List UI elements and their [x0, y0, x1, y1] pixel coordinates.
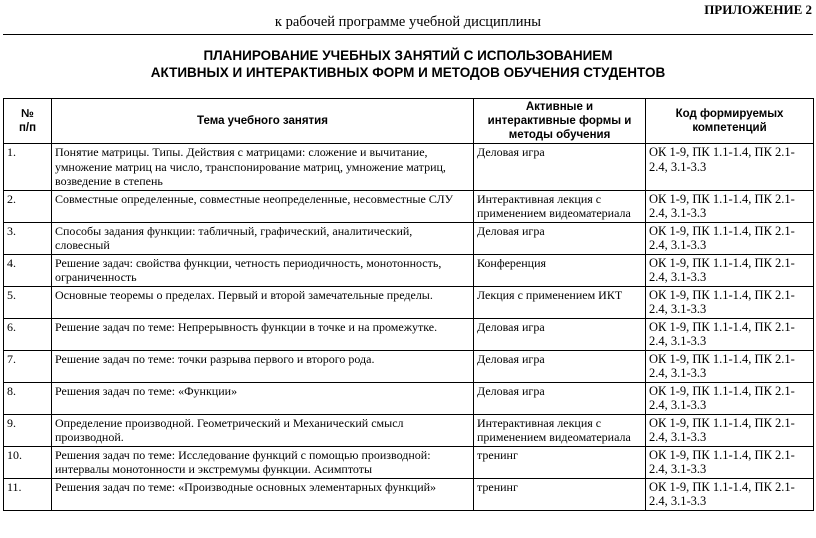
table-row: [4, 144, 814, 191]
row-code: ОК 1-9, ПК 1.1-1.4, ПК 2.1-2.4, 3.1-3.3: [646, 414, 814, 446]
row-number: 5.: [4, 286, 52, 318]
row-topic: Решение задач по теме: точки разрыва первого и второго рода.: [52, 350, 474, 382]
document-subtitle: к рабочей программе учебной дисциплины: [274, 14, 542, 30]
subtitle-divider: [3, 34, 813, 35]
row-code: ОК 1-9, ПК 1.1-1.4, ПК 2.1-2.4, 3.1-3.3: [646, 144, 814, 191]
row-topic: Способы задания функции: табличный, графический, аналитический, словесный: [52, 222, 474, 254]
row-topic: Решение задач: свойства функции, четность периодичность, монотонность, ограниченность: [52, 254, 474, 286]
row-code: ОК 1-9, ПК 1.1-1.4, ПК 2.1-2.4, 3.1-3.3: [646, 446, 814, 478]
row-number: 8.: [4, 382, 52, 414]
row-method: Деловая игра: [474, 144, 646, 191]
document-title: [0, 47, 816, 81]
row-topic: Решения задач по теме: «Производные основных элементарных функций»: [52, 478, 474, 510]
table-row: [4, 222, 814, 254]
row-topic: Определение производной. Геометрический и Механический смысл производной.: [52, 414, 474, 446]
row-method: тренинг: [474, 478, 646, 510]
header-methods: Активные и интерактивные формы и методы обучения: [474, 99, 646, 144]
title-line-2: АКТИВНЫХ И ИНТЕРАКТИВНЫХ ФОРМ И МЕТОДОВ ОБУЧЕНИЯ СТУДЕНТОВ: [150, 65, 666, 80]
appendix-label: ПРИЛОЖЕНИЕ 2: [704, 2, 812, 17]
row-method: тренинг: [474, 446, 646, 478]
row-topic: Основные теоремы о пределах. Первый и второй замечательные пределы.: [52, 286, 474, 318]
row-code: ОК 1-9, ПК 1.1-1.4, ПК 2.1-2.4, 3.1-3.3: [646, 190, 814, 222]
table-row: [4, 190, 814, 222]
table-row: [4, 478, 814, 510]
row-code: ОК 1-9, ПК 1.1-1.4, ПК 2.1-2.4, 3.1-3.3: [646, 478, 814, 510]
header-num: № п/п: [4, 99, 52, 144]
row-method: Интерактивная лекция с применением видеоматериала: [474, 190, 646, 222]
header-topic: Тема учебного занятия: [52, 99, 474, 144]
header-codes: Код формируемых компетенций: [646, 99, 814, 144]
row-code: ОК 1-9, ПК 1.1-1.4, ПК 2.1-2.4, 3.1-3.3: [646, 382, 814, 414]
table-row: [4, 318, 814, 350]
row-code: ОК 1-9, ПК 1.1-1.4, ПК 2.1-2.4, 3.1-3.3: [646, 254, 814, 286]
row-number: 11.: [4, 478, 52, 510]
row-number: 3.: [4, 222, 52, 254]
row-method: Деловая игра: [474, 350, 646, 382]
title-line-1: ПЛАНИРОВАНИЕ УЧЕБНЫХ ЗАНЯТИЙ С ИСПОЛЬЗОВАНИЕМ: [203, 48, 613, 63]
row-topic: Понятие матрицы. Типы. Действия с матрицами: сложение и вычитание, умножение матриц на число, транспонирование матриц, умножение матриц, возведение в степень: [52, 144, 474, 191]
row-method: Деловая игра: [474, 382, 646, 414]
table-row: [4, 350, 814, 382]
row-topic: Решения задач по теме: Исследование функций с помощью производной: интервалы монотонности и экстремумы функции. Асимптоты: [52, 446, 474, 478]
row-topic: Решения задач по теме: «Функции»: [52, 382, 474, 414]
row-number: 7.: [4, 350, 52, 382]
row-topic: Совместные определенные, совместные неопределенные, несовместные СЛУ: [52, 190, 474, 222]
row-number: 6.: [4, 318, 52, 350]
row-method: Лекция с применением ИКТ: [474, 286, 646, 318]
row-number: 4.: [4, 254, 52, 286]
lessons-table: [3, 98, 814, 511]
row-number: 1.: [4, 144, 52, 191]
table-row: [4, 254, 814, 286]
table-row: [4, 382, 814, 414]
row-number: 10.: [4, 446, 52, 478]
table-header-row: [4, 99, 814, 144]
table-row: [4, 414, 814, 446]
row-topic: Решение задач по теме: Непрерывность функции в точке и на промежутке.: [52, 318, 474, 350]
table-row: [4, 446, 814, 478]
row-method: Деловая игра: [474, 318, 646, 350]
row-code: ОК 1-9, ПК 1.1-1.4, ПК 2.1-2.4, 3.1-3.3: [646, 350, 814, 382]
row-code: ОК 1-9, ПК 1.1-1.4, ПК 2.1-2.4, 3.1-3.3: [646, 318, 814, 350]
row-method: Интерактивная лекция с применением видеоматериала: [474, 414, 646, 446]
table-row: [4, 286, 814, 318]
row-number: 2.: [4, 190, 52, 222]
row-number: 9.: [4, 414, 52, 446]
row-code: ОК 1-9, ПК 1.1-1.4, ПК 2.1-2.4, 3.1-3.3: [646, 286, 814, 318]
row-code: ОК 1-9, ПК 1.1-1.4, ПК 2.1-2.4, 3.1-3.3: [646, 222, 814, 254]
row-method: Деловая игра: [474, 222, 646, 254]
row-method: Конференция: [474, 254, 646, 286]
